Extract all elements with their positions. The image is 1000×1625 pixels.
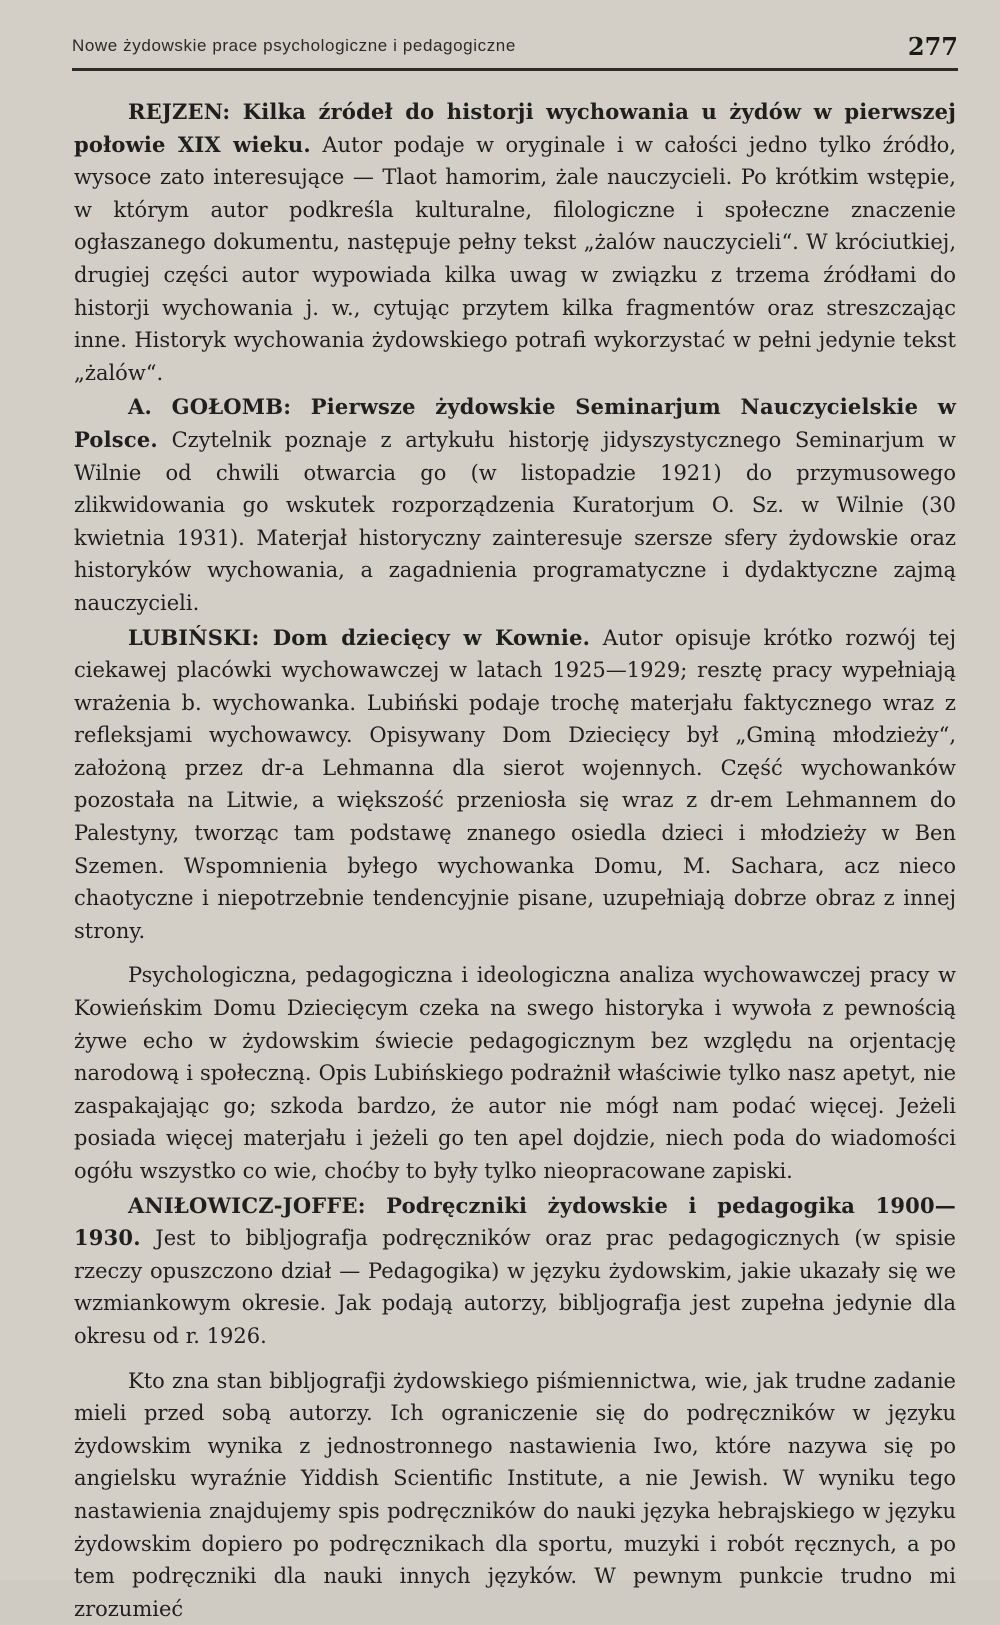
entry-text: Psychologiczna, pedagogiczna i ideologiczna analiza wychowawczej pracy w Kowieńskim Domu Dziecięcym czeka na swego historyka i wywoła z pewnością żywe echo w żydowskim świecie pedagogicznym bez względu na orjentację narodową i społeczną. Opis Lubińskiego podrażnił właściwie tylko nasz apetyt, nie zaspakajając go; szkoda bardzo, że autor nie mógł nam podać więcej. Jeżeli posiada więcej materjału i jeżeli go ten apel dojdzie, niech poda do wiadomości ogółu wszystko co wie, choćby to były tylko nieopracowane zapiski. bbox=[74, 963, 956, 1183]
entry-text: Autor opisuje krótko rozwój tej ciekawej placówki wychowawczej w latach 1925—1929; resztę pracy wypełniają wrażenia b. wychowanka. Lubiński podaje trochę materjału faktycznego wraz z refleksjami wychowawcy. Opisywany Dom Dziecięcy był „Gminą młodzieży“, założoną przez dr-a Lehmanna dla sierot wojennych. Część wychowanków pozostała na Litwie, a większość przeniosła się wraz z dr-em Lehmannem do Palestyny, tworząc tam podstawę znanego osiedla dzieci i młodzieży w Ben Szemen. Wspomnienia byłego wychowanka Domu, M. Sachara, acz nieco chaotyczne i niepotrzebnie tendencyjnie pisane, uzupełniają dobrze obraz z innej strony. bbox=[74, 625, 956, 943]
paragraph-bibliography-comment bbox=[74, 1365, 956, 1625]
page-header bbox=[72, 32, 958, 76]
paragraph-lubinski bbox=[74, 622, 956, 948]
paragraph-anilowicz bbox=[74, 1190, 956, 1353]
entry-text: Autor podaje w oryginale i w całości jedno tylko źródło, wysoce zato interesujące — Tlaot hamorim, żale nauczycieli. Po krótkim wstępie, w którym autor podkreśla kulturalne, filologiczne i społeczne znaczenie ogłaszanego dokumentu, następuje pełny tekst „żalów nauczycieli“. W króciutkiej, drugiej części autor wypowiada kilka uwag w związku z trzema źródłami do historji wychowania j. w., cytując przytem kilka fragmentów oraz streszczając inne. Historyk wychowania żydowskiego potrafi wykorzystać w pełni jedynie tekst „żalów“. bbox=[74, 132, 956, 385]
entry-text: Jest to bibljografja podręczników oraz prac pedagogicznych (w spisie rzeczy opuszczono dział — Pedagogika) w języku żydowskim, jakie ukazały się we wzmiankowym okresie. Jak podają autorzy, bibljografja jest zupełna jedynie dla okresu od r. 1926. bbox=[74, 1226, 956, 1348]
entry-text: Kto zna stan bibljografji żydowskiego piśmiennictwa, wie, jak trudne zadanie mieli przed sobą autorzy. Ich ograniczenie się do podręczników w języku żydowskim wynika z jednostronnego nastawienia Iwo, które nazywa się po angielsku wyraźnie Yiddish Scientific Institute, a nie Jewish. W wyniku tego nastawienia znajdujemy spis podręczników do nauki języka hebrajskiego w języku żydowskim dopiero po podręcznikach dla sportu, muzyki i robót ręcznych, a po tem podręczniki dla nauki innych języków. W pewnym punkcie trudno mi zrozumieć bbox=[74, 1368, 956, 1621]
paragraph-golomb bbox=[74, 391, 956, 619]
article-body bbox=[74, 96, 956, 1625]
page-number: 277 bbox=[907, 32, 958, 61]
entry-heading: ANIŁOWICZ-JOFFE: Podręczniki żydowskie i pedagogika 1900—1930. bbox=[74, 1192, 956, 1251]
paragraph-lubinski-analysis bbox=[74, 959, 956, 1187]
header-rule bbox=[72, 68, 958, 71]
entry-text: Czytelnik poznaje z artykułu historję jidyszystycznego Seminarjum w Wilnie od chwili otwarcia go (w listopadzie 1921) do przymusowego zlikwidowania go wskutek rozporządzenia Kuratorjum O. Sz. w Wilnie (30 kwietnia 1931). Materjał historyczny zainteresuje szersze sfery żydowskie oraz historyków wychowania, a zagadnienia programatyczne i dydaktyczne zajmą nauczycieli. bbox=[74, 427, 956, 615]
running-title: Nowe żydowskie prace psychologiczne i pedagogiczne bbox=[72, 36, 516, 55]
paragraph-rejzen bbox=[74, 96, 956, 389]
entry-heading: REJZEN: Kilka źródeł do historji wychowania u żydów w pierwszej połowie XIX wieku. bbox=[74, 99, 956, 157]
entry-heading: A. GOŁOMB: Pierwsze żydowskie Seminarjum Nauczycielskie w Polsce. bbox=[74, 394, 956, 452]
entry-heading: LUBIŃSKI: Dom dziecięcy w Kownie. bbox=[128, 624, 591, 650]
